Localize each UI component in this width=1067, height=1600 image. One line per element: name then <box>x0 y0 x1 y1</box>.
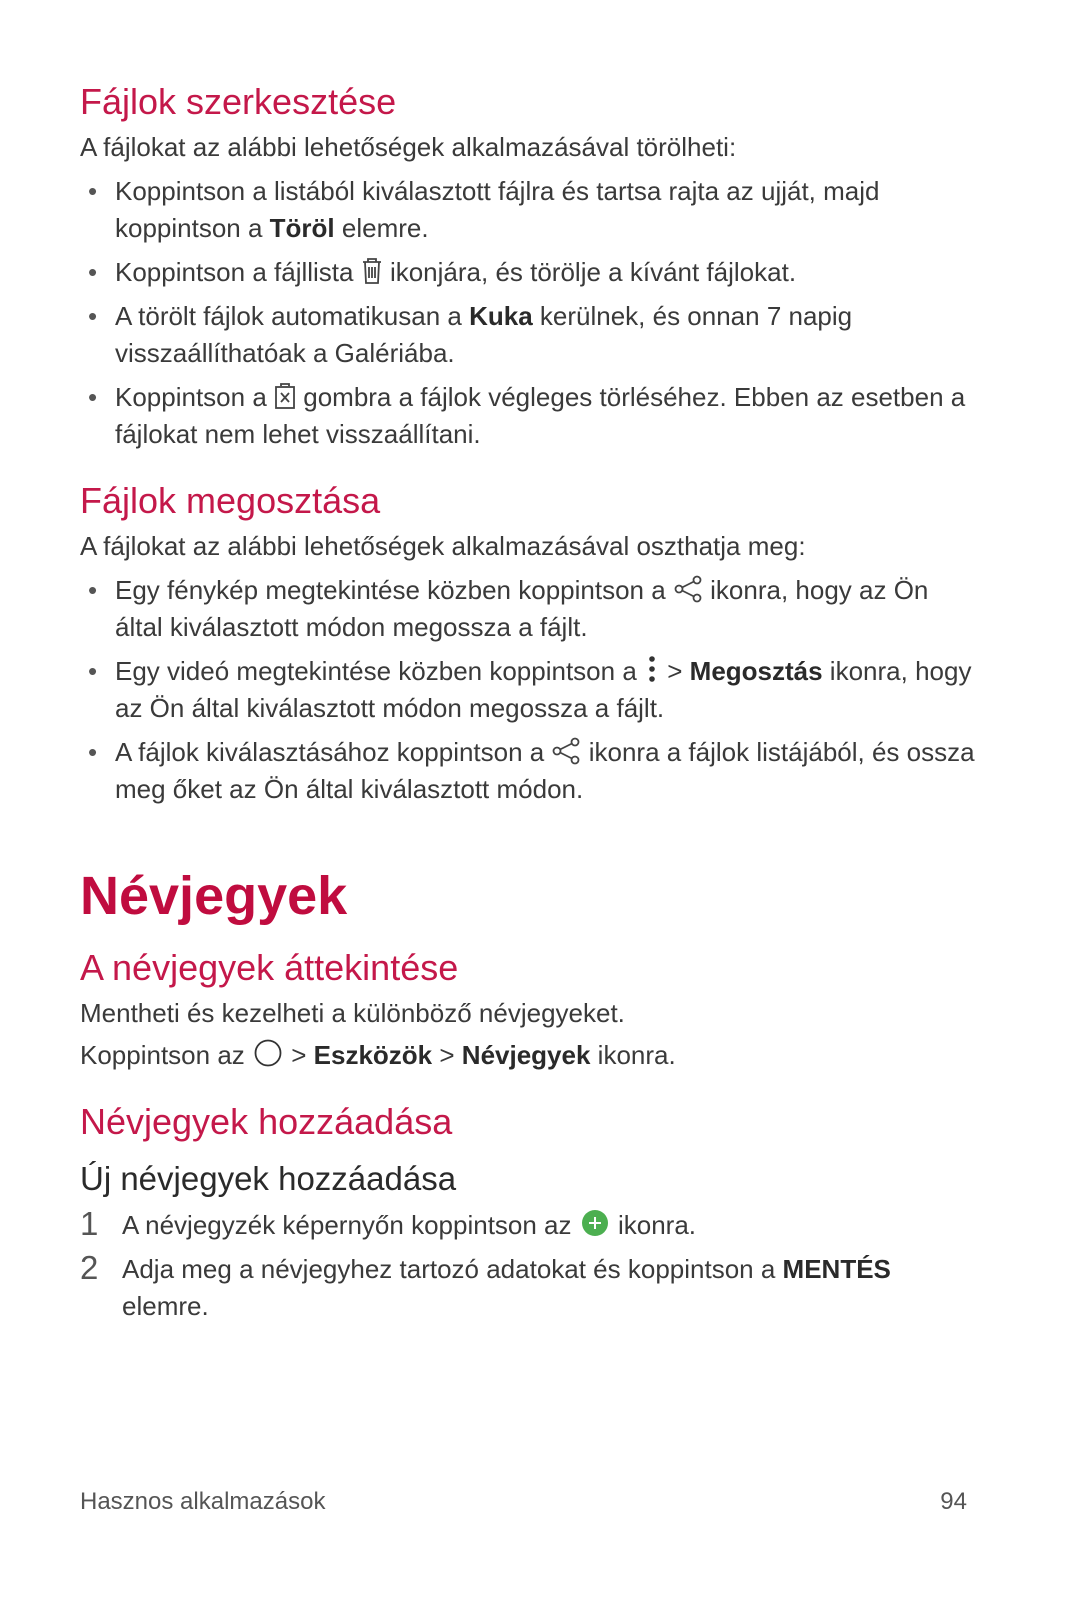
list-item: • Egy fénykép megtekintése közben koppintson a ikonra, hogy az Ön által kiválasztott módon megossza a fájlt. <box>80 572 980 646</box>
contacts-description: Mentheti és kezelheti a különböző névjegyeket. <box>80 998 625 1028</box>
step-number: 1 <box>80 1205 99 1242</box>
list-item: • Egy videó megtekintése közben koppintson a > Megosztás ikonra, hogy az Ön által kiválasztott módon megossza a fájlt. <box>80 653 980 727</box>
more-vert-icon <box>644 654 660 684</box>
page-number: 94 <box>940 1488 967 1515</box>
list-item: • Koppintson a fájllista ikonjára, és törölje a kívánt fájlokat. <box>80 254 980 291</box>
section-title-add-contacts: Névjegyek hozzáadása <box>80 1101 453 1142</box>
subsection-title-new-contacts: Új névjegyek hozzáadása <box>80 1160 457 1197</box>
section-title-share-files: Fájlok megosztása <box>80 480 381 521</box>
share-bullets <box>80 572 980 808</box>
step-number: 2 <box>80 1249 99 1286</box>
trash-icon <box>361 257 383 285</box>
edit-bullets <box>80 173 980 453</box>
share-intro: A fájlokat az alábbi lehetőségek alkalmazásával oszthatja meg: <box>80 531 806 561</box>
list-item: • Koppintson a gombra a fájlok végleges törléséhez. Ebben az esetben a fájlokat nem lehet visszaállítani. <box>80 379 980 453</box>
list-item: • A törölt fájlok automatikusan a Kuka kerülnek, és onnan 7 napig visszaállíthatóak a Galériába. <box>80 298 980 372</box>
step-item: 2 Adja meg a névjegyhez tartozó adatokat és koppintson a MENTÉS elemre. <box>80 1249 891 1321</box>
add-circle-icon <box>579 1208 611 1238</box>
delete-box-icon <box>274 382 296 410</box>
contacts-path: Koppintson az > Eszközök > Névjegyek ikonra. <box>80 1040 676 1070</box>
steps-list <box>80 1207 980 1325</box>
page-footer <box>80 1488 967 1516</box>
list-item: • A fájlok kiválasztásához koppintson a ikonra a fájlok listájából, és ossza meg őket az Ön által kiválasztott módon. <box>80 734 980 808</box>
share-icon <box>673 575 703 603</box>
section-title-contacts-overview: A névjegyek áttekintése <box>80 947 459 988</box>
section-title-edit-files: Fájlok szerkesztése <box>80 81 397 122</box>
home-circle-icon <box>252 1038 284 1068</box>
step-item: 1 A névjegyzék képernyőn koppintson az ikonra. <box>80 1205 697 1242</box>
edit-intro: A fájlokat az alábbi lehetőségek alkalmazásával törölheti: <box>80 132 737 162</box>
footer-section-name: Hasznos alkalmazások <box>80 1488 326 1515</box>
page-content <box>80 80 980 1325</box>
list-item: • Koppintson a listából kiválasztott fájlra és tartsa rajta az ujját, majd koppintson a Töröl elemre. <box>80 173 980 247</box>
chapter-title: Névjegyek <box>80 866 348 926</box>
share-icon <box>551 737 581 765</box>
